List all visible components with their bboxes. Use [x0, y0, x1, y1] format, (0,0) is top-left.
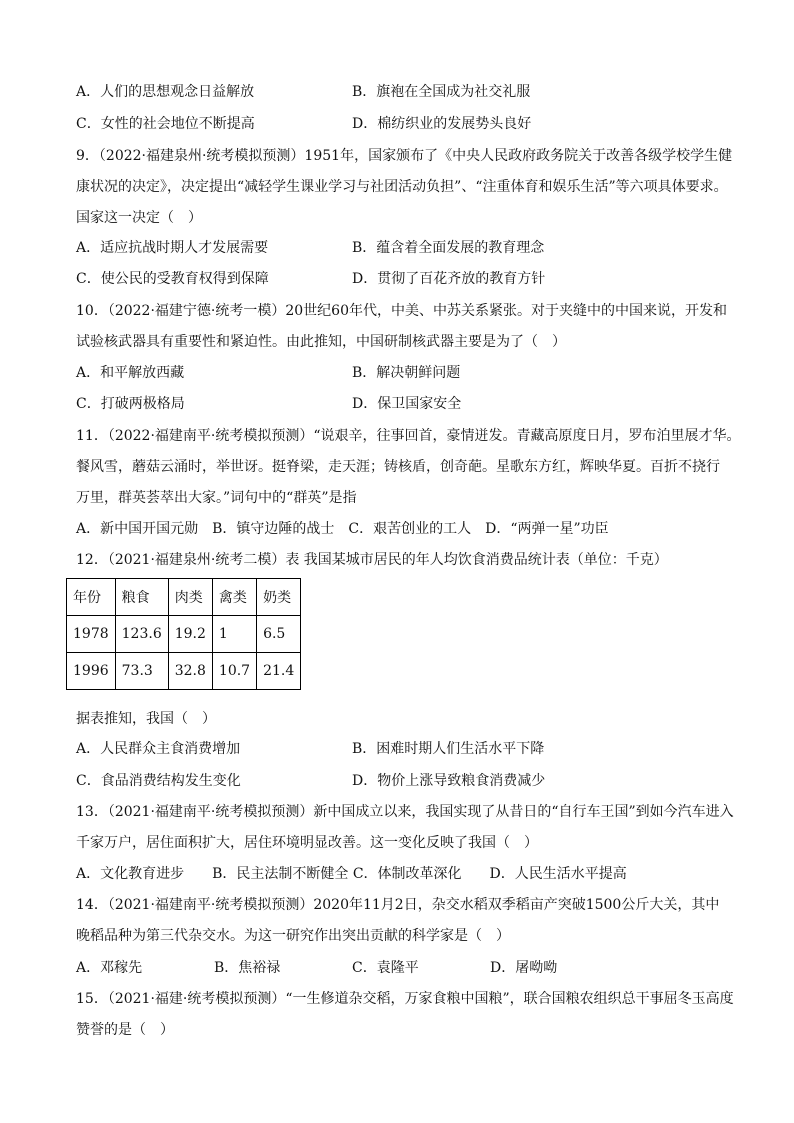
q9-option-c: C．使公民的受教育权得到保障 [76, 271, 269, 287]
q10-option-a: A．和平解放西藏 [76, 365, 185, 381]
q9-option-d: D．贯彻了百花齐放的教育方针 [352, 271, 546, 287]
q10-stem-line-2: 试验核武器具有重要性和紧迫性。由此推知，中国研制核武器主要是为了（ ） [76, 334, 566, 350]
table-cell: 1996 [67, 653, 116, 690]
q12-option-d: D．物价上涨导致粮食消费减少 [352, 773, 546, 789]
q11-stem-line-1: 11．（2022·福建南平·统考模拟预测）“说艰辛，往事回首，豪情迸发。青藏高原度日月，罗布泊里展才华。 [76, 428, 741, 444]
q11-stem-line-3: 万里，群英荟萃出大家。”词句中的“群英”是指 [76, 490, 357, 506]
table-header-cell: 肉类 [168, 579, 212, 616]
q10-option-c: C．打破两极格局 [76, 396, 185, 412]
table-header-row [67, 579, 301, 616]
q9-option-b: B．蕴含着全面发展的教育理念 [352, 240, 545, 256]
q13-options: A．文化教育进步 B．民主法制不断健全 C．体制改革深化 D．人民生活水平提高 [76, 866, 627, 882]
q14-stem-line-1: 14．（2021·福建南平·统考模拟预测）2020年11月2日，杂交水稻双季稻亩产突破1500公斤大关，其中 [76, 897, 720, 913]
q12-option-c: C．食品消费结构发生变化 [76, 773, 241, 789]
consumption-table [66, 578, 301, 690]
table-cell: 123.6 [115, 616, 168, 653]
q12-stem-line: 12．（2021·福建泉州·统考二模）表 我国某城市居民的年人均饮食消费品统计表（单位：千克） [76, 552, 668, 568]
q10-stem-line-1: 10．（2022·福建宁德·统考一模）20世纪60年代，中美、中苏关系紧张。对于夹缝中的中国来说，开发和 [76, 303, 727, 319]
q11-stem-line-2: 餐风雪，蘑菇云涌时，举世讶。挺脊梁，走天涯；铸核盾，创奇葩。星歌东方红，辉映华夏。百折不挠行 [76, 459, 720, 475]
q9-option-a: A．适应抗战时期人才发展需要 [76, 240, 269, 256]
q12-option-a: A．人民群众主食消费增加 [76, 741, 241, 757]
table-header-cell: 年份 [67, 579, 116, 616]
q13-stem-line-1: 13．（2021·福建南平·统考模拟预测）新中国成立以来，我国实现了从昔日的“自行车王国”到如今汽车进入 [76, 804, 734, 820]
q8-option-c: C．女性的社会地位不断提高 [76, 116, 255, 132]
q15-stem-line-1: 15．（2021·福建·统考模拟预测）“一生修道杂交稻，万家食粮中国粮”，联合国粮农组织总干事屈冬玉高度 [76, 991, 734, 1007]
table-cell: 73.3 [115, 653, 168, 690]
q11-options: A．新中国开国元勋 B．镇守边陲的战士 C．艰苦创业的工人 D．“两弹一星”功臣 [76, 521, 609, 537]
q14-option-d: D．屠呦呦 [490, 960, 558, 976]
q12-question: 据表推知，我国（ ） [76, 711, 216, 727]
q8-option-d: D．棉纺织业的发展势头良好 [352, 116, 532, 132]
q14-stem-line-2: 晚稻品种为第三代杂交水。为这一研究作出突出贡献的科学家是（ ） [76, 928, 510, 944]
table-row [67, 653, 301, 690]
table-cell: 10.7 [212, 653, 256, 690]
q9-stem-line-2: 康状况的决定》，决定提出“减轻学生课业学习与社团活动负担”、“注重体育和娱乐生活”等六项具体要求。 [76, 179, 728, 195]
table-header-cell: 粮食 [115, 579, 168, 616]
table-cell: 19.2 [168, 616, 212, 653]
table-cell: 6.5 [257, 616, 301, 653]
table-cell: 21.4 [257, 653, 301, 690]
q15-stem-line-2: 赞誉的是（ ） [76, 1022, 174, 1038]
table-cell: 1978 [67, 616, 116, 653]
q10-option-d: D．保卫国家安全 [352, 396, 462, 412]
q10-option-b: B．解决朝鲜问题 [352, 365, 461, 381]
table-cell: 32.8 [168, 653, 212, 690]
q14-option-a: A．邓稼先 [76, 960, 143, 976]
q12-option-b: B．困难时期人们生活水平下降 [352, 741, 545, 757]
table-row [67, 616, 301, 653]
q9-stem-line-1: 9．（2022·福建泉州·统考模拟预测）1951年，国家颁布了《中央人民政府政务院关于改善各级学校学生健 [76, 148, 733, 164]
q14-option-b: B．焦裕禄 [214, 960, 281, 976]
q13-stem-line-2: 千家万户，居住面积扩大，居住环境明显改善。这一变化反映了我国（ ） [76, 835, 538, 851]
table-header-cell: 奶类 [257, 579, 301, 616]
table-cell: 1 [212, 616, 256, 653]
q14-option-c: C．袁隆平 [352, 960, 419, 976]
q8-option-a: A．人们的思想观念日益解放 [76, 84, 255, 100]
q8-option-b: B．旗袍在全国成为社交礼服 [352, 84, 531, 100]
table-header-cell: 禽类 [212, 579, 256, 616]
q9-stem-line-3: 国家这一决定（ ） [76, 210, 202, 226]
